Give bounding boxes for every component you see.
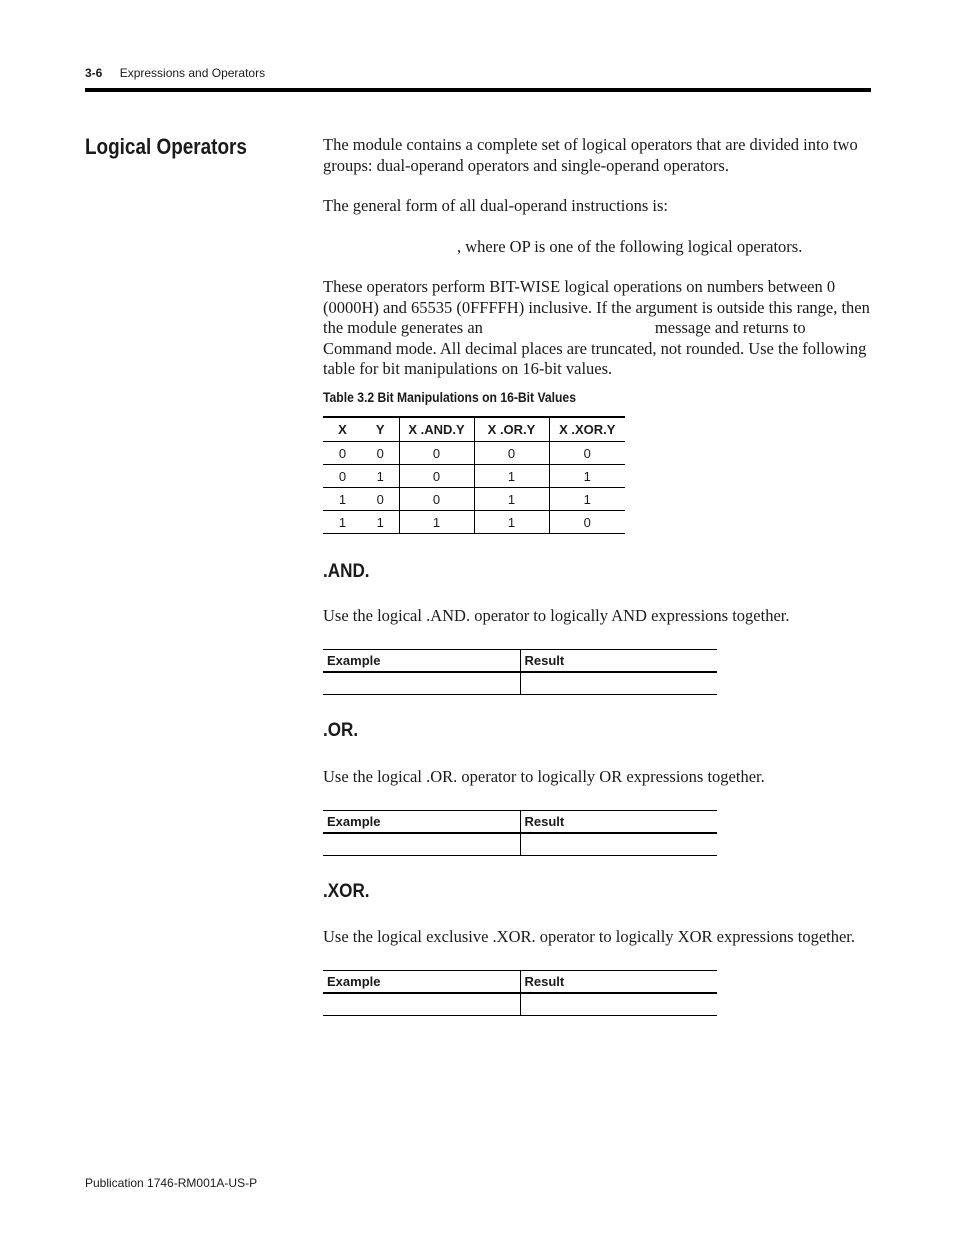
or-description: Use the logical .OR. operator to logically OR expressions together. bbox=[323, 767, 765, 786]
result-cell bbox=[520, 993, 717, 1016]
header-rule bbox=[85, 88, 871, 92]
table-cell: 1 bbox=[399, 511, 474, 534]
table-cell: 1 bbox=[549, 465, 625, 488]
table-cell: 0 bbox=[549, 511, 625, 534]
result-cell bbox=[520, 672, 717, 695]
xor-description: Use the logical exclusive .XOR. operator to logically XOR expressions together. bbox=[323, 927, 856, 946]
page-number: 3-6 bbox=[85, 66, 103, 80]
example-cell bbox=[323, 833, 520, 856]
table-cell: 1 bbox=[474, 465, 549, 488]
column-header: X bbox=[323, 417, 362, 442]
table-cell: 0 bbox=[474, 442, 549, 465]
table-cell: 0 bbox=[399, 442, 474, 465]
table-cell: 0 bbox=[323, 442, 362, 465]
table-header-row bbox=[323, 650, 717, 673]
bitwise-paragraph bbox=[323, 277, 871, 380]
and-heading: .AND. bbox=[323, 561, 370, 582]
where-op-text: , where OP is one of the following logical operators. bbox=[457, 237, 803, 256]
table-cell: 0 bbox=[549, 442, 625, 465]
example-column-header: Example bbox=[323, 811, 520, 834]
table-cell: 0 bbox=[399, 465, 474, 488]
table-caption: Table 3.2 Bit Manipulations on 16-Bit Values bbox=[323, 390, 576, 405]
example-cell bbox=[323, 993, 520, 1016]
example-column-header: Example bbox=[323, 650, 520, 673]
table-cell: 0 bbox=[323, 465, 362, 488]
table-cell: 1 bbox=[549, 488, 625, 511]
xor-example-table bbox=[323, 970, 717, 1016]
example-column-header: Example bbox=[323, 971, 520, 994]
page-header bbox=[85, 66, 265, 80]
table-row bbox=[323, 833, 717, 856]
result-cell bbox=[520, 833, 717, 856]
table-row bbox=[323, 511, 625, 534]
table-row bbox=[323, 672, 717, 695]
table-cell: 1 bbox=[362, 511, 399, 534]
page-footer: Publication 1746-RM001A-US-P bbox=[85, 1176, 258, 1190]
table-row bbox=[323, 993, 717, 1016]
xor-heading: .XOR. bbox=[323, 881, 370, 902]
table-row bbox=[323, 465, 625, 488]
table-cell: 0 bbox=[362, 488, 399, 511]
where-op-paragraph bbox=[323, 237, 871, 258]
result-column-header: Result bbox=[520, 650, 717, 673]
result-column-header: Result bbox=[520, 811, 717, 834]
bitwise-text-2: message and returns to Command mode. All decimal places are truncated, not rounded. Use the following table for bit manipulations on 16-bit values. bbox=[323, 318, 867, 378]
column-header: Y bbox=[362, 417, 399, 442]
or-example-table bbox=[323, 810, 717, 856]
section-title: Logical Operators bbox=[85, 134, 247, 159]
bit-manipulation-table bbox=[323, 416, 625, 534]
or-heading: .OR. bbox=[323, 720, 359, 741]
example-cell bbox=[323, 672, 520, 695]
and-description: Use the logical .AND. operator to logically AND expressions together. bbox=[323, 606, 790, 625]
chapter-title: Expressions and Operators bbox=[119, 66, 266, 80]
table-cell: 0 bbox=[399, 488, 474, 511]
column-header: X .AND.Y bbox=[399, 417, 474, 442]
table-cell: 1 bbox=[362, 465, 399, 488]
general-form-paragraph: The general form of all dual-operand instructions is: bbox=[323, 196, 669, 215]
table-cell: 0 bbox=[362, 442, 399, 465]
column-header: X .XOR.Y bbox=[549, 417, 625, 442]
table-header-row bbox=[323, 417, 625, 442]
table-cell: 1 bbox=[323, 488, 362, 511]
bitwise-text-1: These operators perform BIT-WISE logical operations on numbers between 0 (0000H) and 65535 (0FFFFH) inclusive. If the argument is outside this range, then the module generates an bbox=[323, 277, 870, 337]
table-row bbox=[323, 442, 625, 465]
table-header-row bbox=[323, 971, 717, 994]
result-column-header: Result bbox=[520, 971, 717, 994]
and-example-table bbox=[323, 649, 717, 695]
intro-paragraph: The module contains a complete set of logical operators that are divided into two groups: dual-operand operators and single-operand operators. bbox=[323, 135, 858, 175]
table-cell: 1 bbox=[323, 511, 362, 534]
table-row bbox=[323, 488, 625, 511]
column-header: X .OR.Y bbox=[474, 417, 549, 442]
table-cell: 1 bbox=[474, 511, 549, 534]
table-cell: 1 bbox=[474, 488, 549, 511]
table-header-row bbox=[323, 811, 717, 834]
